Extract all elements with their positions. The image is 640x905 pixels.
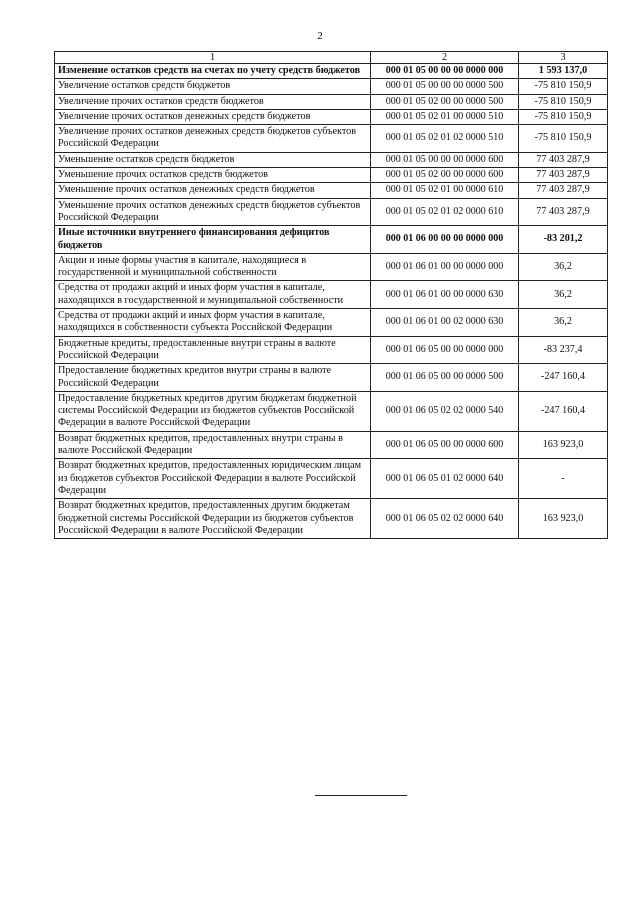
row-code-cell: 000 01 05 02 01 02 0000 610 [371,198,519,226]
budget-sources-table [54,51,608,539]
row-code-cell: 000 01 06 05 00 00 0000 000 [371,336,519,364]
row-amount-cell: 36,2 [519,281,608,309]
row-name-cell: Увеличение остатков средств бюджетов [55,79,371,94]
table-row [55,168,608,183]
row-name-cell: Уменьшение прочих остатков средств бюджетов [55,168,371,183]
row-name-cell: Возврат бюджетных кредитов, предоставленных юридическим лицам из бюджетов субъектов Российской Федерации в валюте Российской Федерации [55,459,371,499]
row-name-cell: Акции и иные формы участия в капитале, находящиеся в государственной и муниципальной собственности [55,253,371,281]
row-code-cell: 000 01 06 05 02 02 0000 640 [371,499,519,539]
row-code-cell: 000 01 05 02 00 00 0000 600 [371,168,519,183]
row-code-cell: 000 01 06 05 01 02 0000 640 [371,459,519,499]
row-name-cell: Возврат бюджетных кредитов, предоставленных внутри страны в валюте Российской Федерации [55,431,371,459]
row-code-cell: 000 01 06 05 00 00 0000 500 [371,364,519,392]
table-row [55,64,608,79]
table-row [55,364,608,392]
row-name-cell: Средства от продажи акций и иных форм участия в капитале, находящихся в государственной и муниципальной собственности [55,281,371,309]
row-amount-cell: -75 810 150,9 [519,94,608,109]
row-name-cell: Уменьшение остатков средств бюджетов [55,152,371,167]
row-code-cell: 000 01 05 02 01 00 0000 510 [371,109,519,124]
row-amount-cell: -83 237,4 [519,336,608,364]
row-code-cell: 000 01 05 02 01 02 0000 510 [371,125,519,153]
row-name-cell: Уменьшение прочих остатков денежных средств бюджетов [55,183,371,198]
row-amount-cell: 163 923,0 [519,499,608,539]
end-of-document-rule [315,795,407,796]
row-code-cell: 000 01 06 01 00 02 0000 630 [371,309,519,337]
row-code-cell: 000 01 06 05 02 02 0000 540 [371,391,519,431]
row-name-cell: Предоставление бюджетных кредитов другим бюджетам бюджетной системы Российской Федерации из бюджетов субъектов Российской Федерации в валюте Российской Федерации [55,391,371,431]
row-code-cell: 000 01 06 05 00 00 0000 600 [371,431,519,459]
row-code-cell: 000 01 05 02 01 00 0000 610 [371,183,519,198]
table-row [55,198,608,226]
table-row [55,109,608,124]
row-name-cell: Уменьшение прочих остатков денежных средств бюджетов субъектов Российской Федерации [55,198,371,226]
row-name-cell: Средства от продажи акций и иных форм участия в капитале, находящихся в собственности субъекта Российской Федерации [55,309,371,337]
row-name-cell: Иные источники внутреннего финансирования дефицитов бюджетов [55,226,371,254]
table-row [55,431,608,459]
row-name-cell: Бюджетные кредиты, предоставленные внутри страны в валюте Российской Федерации [55,336,371,364]
row-code-cell: 000 01 06 01 00 00 0000 630 [371,281,519,309]
row-code-cell: 000 01 05 02 00 00 0000 500 [371,94,519,109]
row-name-cell: Предоставление бюджетных кредитов внутри страны в валюте Российской Федерации [55,364,371,392]
row-code-cell: 000 01 05 00 00 00 0000 600 [371,152,519,167]
row-amount-cell: -247 160,4 [519,391,608,431]
row-amount-cell: -247 160,4 [519,364,608,392]
row-amount-cell: -75 810 150,9 [519,109,608,124]
table-row [55,79,608,94]
table-row [55,125,608,153]
table-row [55,226,608,254]
table-row [55,309,608,337]
row-amount-cell: 163 923,0 [519,431,608,459]
row-amount-cell: 1 593 137,0 [519,64,608,79]
header-col-3: 3 [519,52,608,64]
table-body [55,64,608,539]
row-amount-cell: 77 403 287,9 [519,152,608,167]
row-amount-cell: 36,2 [519,253,608,281]
row-amount-cell: 77 403 287,9 [519,198,608,226]
row-name-cell: Возврат бюджетных кредитов, предоставленных другим бюджетам бюджетной системы Российской Федерации из бюджетов субъектов Российской Федерации в валюте Российской Федерации [55,499,371,539]
row-code-cell: 000 01 06 01 00 00 0000 000 [371,253,519,281]
row-amount-cell: -75 810 150,9 [519,79,608,94]
row-amount-cell: 36,2 [519,309,608,337]
row-code-cell: 000 01 06 00 00 00 0000 000 [371,226,519,254]
page-number: 2 [317,30,323,42]
row-name-cell: Увеличение прочих остатков денежных средств бюджетов субъектов Российской Федерации [55,125,371,153]
row-amount-cell: 77 403 287,9 [519,183,608,198]
header-col-1: 1 [55,52,371,64]
row-code-cell: 000 01 05 00 00 00 0000 500 [371,79,519,94]
table-row [55,183,608,198]
table-row [55,499,608,539]
row-amount-cell: - [519,459,608,499]
table-row [55,391,608,431]
header-col-2: 2 [371,52,519,64]
header-row [55,52,608,64]
table-row [55,281,608,309]
table-row [55,152,608,167]
row-name-cell: Увеличение прочих остатков средств бюджетов [55,94,371,109]
row-amount-cell: 77 403 287,9 [519,168,608,183]
row-amount-cell: -83 201,2 [519,226,608,254]
row-name-cell: Изменение остатков средств на счетах по учету средств бюджетов [55,64,371,79]
row-code-cell: 000 01 05 00 00 00 0000 000 [371,64,519,79]
row-amount-cell: -75 810 150,9 [519,125,608,153]
row-name-cell: Увеличение прочих остатков денежных средств бюджетов [55,109,371,124]
table-row [55,336,608,364]
table-row [55,459,608,499]
table-row [55,253,608,281]
table-row [55,94,608,109]
table-header [55,52,608,64]
